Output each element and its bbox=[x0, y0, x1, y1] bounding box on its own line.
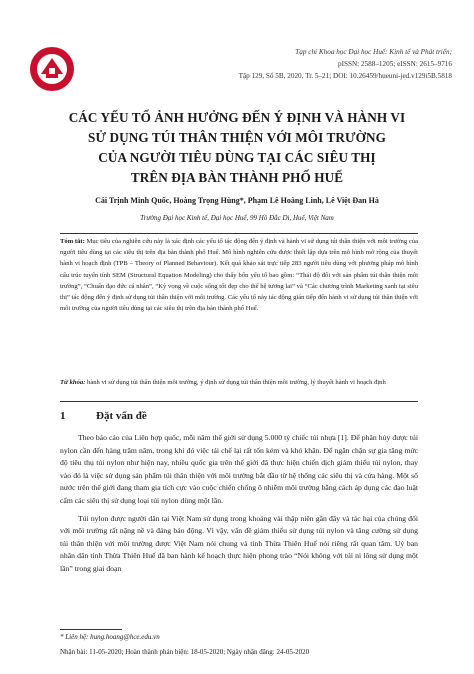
article-title bbox=[40, 108, 434, 188]
corresponding-author: * Liên hệ: hung.hoang@hce.edu.vn bbox=[60, 633, 160, 641]
author-list: Cái Trịnh Minh Quốc, Hoàng Trọng Hùng*, Phạm Lê Hoàng Linh, Lê Việt Đan Hà bbox=[95, 196, 379, 205]
journal-name: Tạp chí Khoa học Đại học Huế: Kinh tế và Phát triển; bbox=[295, 48, 452, 56]
title-line-3: CỦA NGƯỜI TIÊU DÙNG TẠI CÁC SIÊU THỊ bbox=[98, 150, 376, 165]
section-heading bbox=[60, 410, 147, 422]
title-line-1: CÁC YẾU TỐ ẢNH HƯỞNG ĐẾN Ý ĐỊNH VÀ HÀNH VI bbox=[68, 110, 406, 125]
keywords-label: Từ khóa: bbox=[60, 379, 86, 386]
body-text bbox=[60, 432, 418, 581]
university-logo bbox=[27, 44, 77, 94]
abstract-text: Mục tiêu của nghiên cứu này là xác định các yếu tố tác động đến ý định và hành vi sử dụng túi thân thiện với môi trường của người tiêu dùng tại các siêu thị trên địa bàn thành phố Huế. Mô hình nghiên cứu được thiết lập dựa trên mô hình mở rộng của thuyết hành vi hoạch định (TPB – Theory of Planned Behaviour). Kết quả khảo sát trực tiếp 283 người tiêu dùng với phương pháp mô hình cấu trúc tuyến tính SEM (Structural Equation Modeling) cho thấy bốn yếu tố bao gồm: “Thái độ đối với sản phẩm túi thân thiện môi trường”, “Chuẩn đạo đức cá nhân”, “Kỳ vọng về cuộc sống tốt đẹp cho thế hệ tương lai” và “Các chương trình Marketing xanh tại siêu thị” tác động đến ý định sử dụng túi thân thiện với môi trường. Các yếu tố này tác động gián tiếp đến hành vi sử dụng túi thân thiện với môi trường của người tiêu dùng tại các siêu thị trên địa bàn thành phố Huế. bbox=[60, 238, 418, 313]
footnote-rule bbox=[60, 629, 122, 630]
submission-dates: Nhận bài: 11-05-2020; Hoàn thành phản biện: 18-05-2020; Ngày nhận đăng: 24-05-2020 bbox=[60, 648, 310, 656]
affiliation: Trường Đại học Kinh tế, Đại học Huế, 99 Hồ Đắc Di, Huế, Việt Nam bbox=[140, 214, 334, 222]
abstract-top-rule bbox=[60, 233, 418, 234]
paragraph: Túi nylon được người dân tại Việt Nam sử dụng trong khoảng vài thập niên gần đây và tác hại của chúng đối với môi trường rất nặng nề và đáng báo động. Vì vậy, vấn đề giảm thiểu sử dụng túi nylon và tăng cường sử dụng túi thân thiện với môi trường được Việt Nam nói chung và tỉnh Thừa Thiên Huế nói riêng rất quan tâm. Uỷ ban nhân dân tỉnh Thừa Thiên Huế đã ban hành kế hoạch thực hiện phong trào “Nói không với túi ni lông sử dụng một lần” trong giai đoạn bbox=[60, 513, 418, 573]
journal-volume-doi: Tập 129, Số 5B, 2020, Tr. 5–21; DOI: 10.26459/hueuni-jed.v129i5B.5818 bbox=[238, 72, 452, 81]
journal-header bbox=[132, 46, 452, 83]
paragraph: Theo báo cáo của Liên hợp quốc, mỗi năm thế giới sử dụng 5.000 tỷ chiếc túi nhựa [1]. Để phân hủy được túi nylon cần đến hàng trăm năm, trong khi đó việc tái chế lại rất tốn kém và khó khăn. Để ngăn chặn sự gia tăng mức độ tiêu thụ túi nylon như hiện nay, nhiều quốc gia trên thế giới đã thực hiện chiến dịch giảm thiểu túi nylon, thay vào đó là việc sử dụng sản phẩm túi thân thiện với môi trường bắt đầu từ hệ thống các siêu thị và cửa hàng. Một số nước trên thế giới đang tham gia tích cực vào cuộc chiến chống ô nhiễm môi trường bằng cách áp dụng các đạo luật cấm các siêu thị sử dụng loại túi nylon dùng một lần. bbox=[60, 433, 418, 505]
keywords-text: hành vi sử dụng túi thân thiện môi trường, ý định sử dụng túi thân thiện môi trường, lý thuyết hành vi hoạch định bbox=[85, 379, 386, 386]
title-line-4: TRÊN ĐỊA BÀN THÀNH PHỐ HUẾ bbox=[130, 170, 344, 185]
keywords-bottom-rule bbox=[60, 401, 418, 402]
abstract bbox=[60, 236, 418, 314]
title-line-2: SỬ DỤNG TÚI THÂN THIỆN VỚI MÔI TRƯỜNG bbox=[88, 130, 386, 145]
journal-issn: pISSN: 2588–1205; eISSN: 2615–9716 bbox=[337, 60, 452, 69]
abstract-label: Tóm tắt: bbox=[60, 238, 85, 245]
section-number: 1 bbox=[60, 410, 66, 422]
section-title: Đặt vấn đề bbox=[96, 410, 147, 422]
keywords bbox=[60, 377, 418, 388]
